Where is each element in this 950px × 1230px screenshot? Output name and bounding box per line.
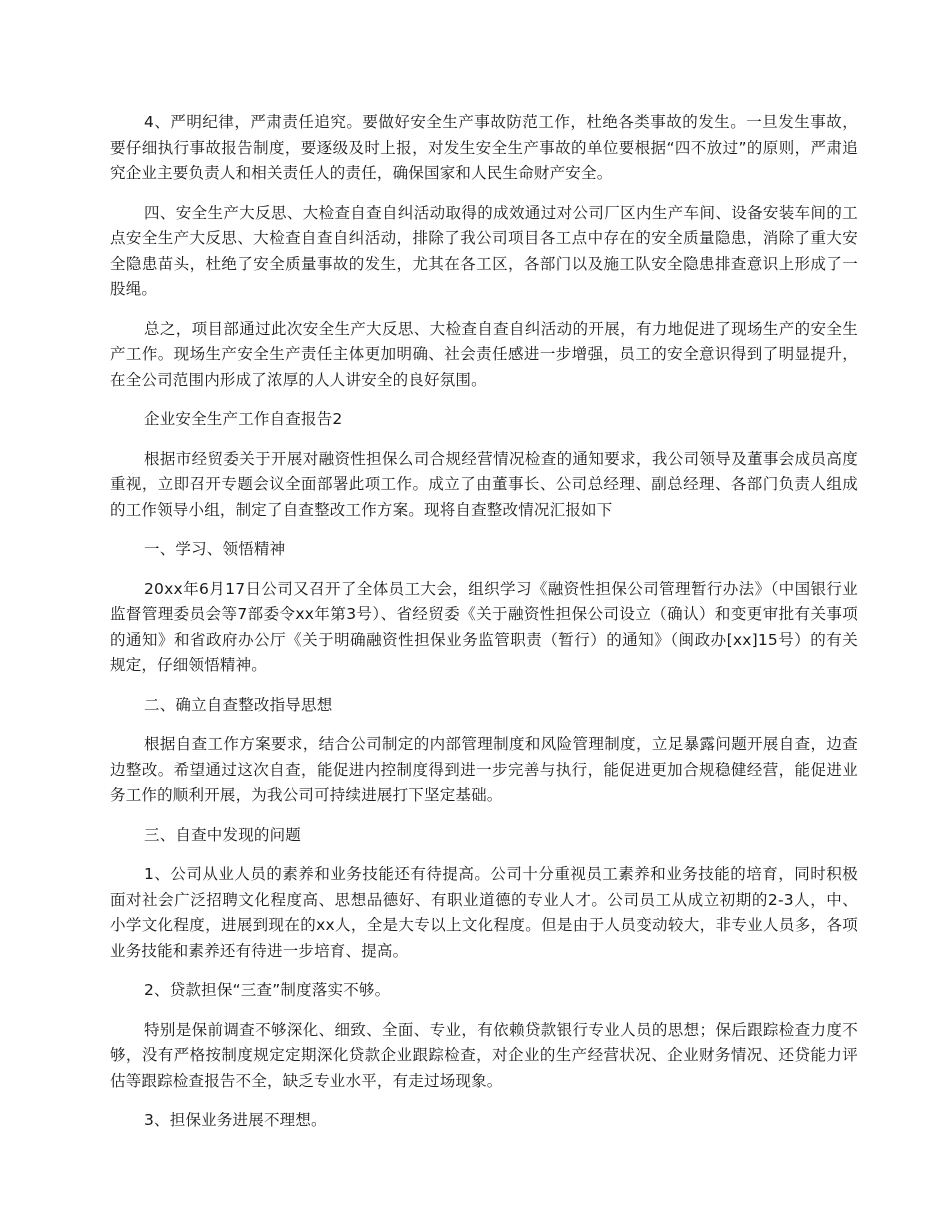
section-heading-problems: 三、自查中发现的问题 (144, 825, 302, 844)
paragraph-guidance: 根据自查工作方案要求，结合公司制定的内部管理制度和风险管理制度，立足暴露问题开展自查，边查边整改。希望通过这次自查，能促进内控制度得到进一步完善与执行，能促进更加合规稳健经营，能促进业务工作的顺利开展，为我公司可持续进展打下坚定基础。 (110, 735, 858, 804)
subheading-business-progress: 3、担保业务进展不理想。 (144, 1111, 327, 1129)
section-heading-guidance: 二、确立自查整改指导思想 (144, 695, 333, 714)
subheading-three-checks: 2、贷款担保“三查”制度落实不够。 (144, 981, 391, 999)
section-heading-study: 一、学习、领悟精神 (144, 540, 286, 558)
paragraph-intro: 根据市经贸委关于开展对融资性担保么司合规经营情况检查的通知要求，我公司领导及董事会成员高度重视，立即召开专题会议全面部署此项工作。成立了由董事长、公司总经理、副总经理、各部门负责人组成的工作领导小组，制定了自查整改工作方案。现将自查整改情况汇报如下 (110, 449, 858, 519)
paragraph-discipline: 4、严明纪律，严肃责任追究。要做好安全生产事故防范工作，杜绝各类事故的发生。一旦发生事故，要仔细执行事故报告制度，要逐级及时上报，对发生安全生产事故的单位要根据“四不放过”的原则，严肃追究企业主要负责人和相关责任人的责任，确保国家和人民生命财产安全。 (110, 113, 858, 182)
paragraph-summary: 总之，项目部通过此次安全生产大反思、大检查自查自纠活动的开展，有力地促进了现场生产的安全生产工作。现场生产安全生产责任主体更加明确、社会责任感进一步增强，员工的安全意识得到了明显提升，在全公司范围内形成了浓厚的人人讲安全的良好氛围。 (110, 319, 858, 389)
paragraph-study: 20xx年6月17日公司又召开了全体员工大会，组织学习《融资性担保公司管理暂行办法》（中国银行业监督管理委员会等7部委令xx年第3号）、省经贸委《关于融资性担保公司设立（确认）和变更审批有关事项的通知》和省政府办公厅《关于明确融资性担保业务监管职责（暂行）的通知》（闽政办[xx]15号）的有关规定，仔细领悟精神。 (110, 579, 858, 674)
paragraph-three-checks: 特别是保前调查不够深化、细致、全面、专业，有依赖贷款银行专业人员的思想；保后跟踪检查力度不够，没有严格按制度规定定期深化贷款企业跟踪检查，对企业的生产经营状况、企业财务情况、还贷能力评估等跟踪检查报告不全，缺乏专业水平，有走过场现象。 (110, 1020, 858, 1090)
paragraph-problem-staff: 1、公司从业人员的素养和业务技能还有待提高。公司十分重视员工素养和业务技能的培育，同时积极面对社会广泛招聘文化程度高、思想品德好、有职业道德的专业人才。公司员工从成立初期的2-3人，中、小学文化程度，进展到现在的xx人，全是大专以上文化程度。但是由于人员变动较大，非专业人员多，各项业务技能和素养还有待进一步培育、提高。 (110, 865, 858, 960)
paragraph-results: 四、安全生产大反思、大检查自查自纠活动取得的成效通过对公司厂区内生产车间、设备安装车间的工点安全生产大反思、大检查自查自纠活动，排除了我公司项目各工点中存在的安全质量隐患，消除了重大安全隐患苗头，杜绝了安全质量事故的发生，尤其在各工区，各部门以及施工队安全隐患排查意识上形成了一股绳。 (110, 203, 858, 298)
report-title: 企业安全生产工作自查报告2 (144, 410, 343, 428)
